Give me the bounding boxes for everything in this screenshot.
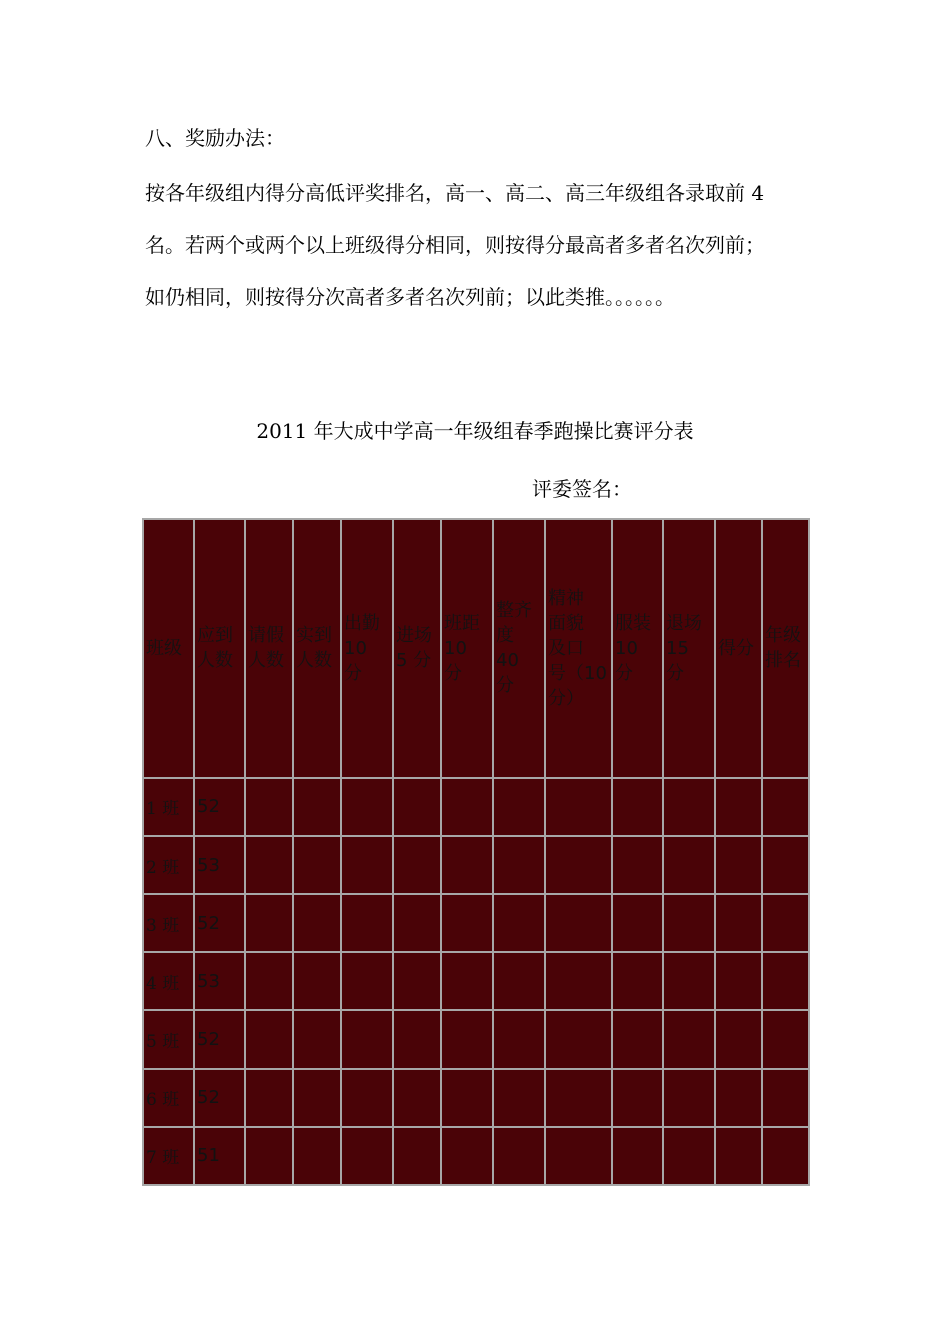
- empty-score-cell: [545, 1069, 612, 1127]
- header-cell-line: 15: [666, 637, 689, 659]
- empty-score-cell: [441, 836, 493, 894]
- table-title: 2011 年大成中学高一年级组春季跑操比赛评分表: [256, 419, 694, 443]
- expected-count-cell: 52: [194, 894, 245, 952]
- header-cell-line: 10: [444, 637, 467, 659]
- empty-score-cell: [393, 1010, 441, 1068]
- header-cell-line: 实到: [296, 625, 332, 647]
- empty-score-cell: [762, 1127, 809, 1185]
- empty-score-cell: [293, 778, 341, 836]
- header-cell-line: 10: [615, 637, 638, 659]
- expected-count-cell: 52: [194, 1069, 245, 1127]
- score-table: [142, 518, 810, 1186]
- empty-score-cell: [663, 836, 715, 894]
- table-row: [143, 952, 809, 1010]
- empty-score-cell: [245, 778, 293, 836]
- header-cell: [493, 519, 545, 778]
- class-name-cell: 6 班: [143, 1069, 194, 1127]
- header-cell: [143, 519, 194, 778]
- header-cell-line: 出勤: [344, 612, 380, 634]
- empty-score-cell: [341, 894, 393, 952]
- empty-score-cell: [663, 1127, 715, 1185]
- header-cell-line: 年级: [765, 625, 801, 647]
- header-cell-line: 班距: [444, 612, 480, 634]
- header-cell-line: 班级: [146, 637, 182, 659]
- header-cell-line: 进场: [396, 625, 432, 647]
- empty-score-cell: [245, 952, 293, 1010]
- empty-score-cell: [441, 1127, 493, 1185]
- header-cell-line: 得分: [718, 637, 754, 659]
- empty-score-cell: [393, 1127, 441, 1185]
- header-cell-line: 面貌: [548, 612, 584, 634]
- empty-score-cell: [393, 952, 441, 1010]
- empty-score-cell: [393, 836, 441, 894]
- expected-count-cell: 52: [194, 1010, 245, 1068]
- empty-score-cell: [612, 778, 663, 836]
- empty-score-cell: [493, 1069, 545, 1127]
- header-cell-line: 分）: [548, 687, 584, 709]
- empty-score-cell: [762, 952, 809, 1010]
- empty-score-cell: [663, 952, 715, 1010]
- empty-score-cell: [762, 894, 809, 952]
- header-cell-line: 人数: [197, 650, 233, 672]
- empty-score-cell: [612, 836, 663, 894]
- empty-score-cell: [715, 952, 762, 1010]
- header-cell-line: 分: [666, 662, 684, 684]
- class-name-cell: 2 班: [143, 836, 194, 894]
- empty-score-cell: [612, 1069, 663, 1127]
- table-row: [143, 778, 809, 836]
- header-cell-line: 分: [615, 662, 633, 684]
- empty-score-cell: [293, 894, 341, 952]
- empty-score-cell: [762, 1069, 809, 1127]
- empty-score-cell: [293, 836, 341, 894]
- header-cell-line: 排名: [765, 650, 801, 672]
- empty-score-cell: [762, 836, 809, 894]
- header-cell: [293, 519, 341, 778]
- expected-count-cell: 51: [194, 1127, 245, 1185]
- header-cell-line: 退场: [666, 612, 702, 634]
- empty-score-cell: [341, 1069, 393, 1127]
- header-cell: [612, 519, 663, 778]
- empty-score-cell: [715, 1010, 762, 1068]
- empty-score-cell: [612, 1127, 663, 1185]
- empty-score-cell: [293, 1069, 341, 1127]
- header-cell-line: 号（10: [548, 662, 607, 684]
- header-cell-line: 分: [496, 675, 514, 697]
- empty-score-cell: [493, 894, 545, 952]
- header-cell: [441, 519, 493, 778]
- header-cell-line: 度: [496, 625, 514, 647]
- class-name-cell: 4 班: [143, 952, 194, 1010]
- header-cell-line: 精神: [548, 587, 584, 609]
- header-cell-line: 分: [344, 662, 362, 684]
- empty-score-cell: [663, 778, 715, 836]
- header-cell-line: 及口: [548, 637, 584, 659]
- header-cell: [715, 519, 762, 778]
- empty-score-cell: [715, 1127, 762, 1185]
- award-rule-line-2: 名。若两个或两个以上班级得分相同，则按得分最高者多者名次列前；: [145, 233, 765, 257]
- empty-score-cell: [393, 1069, 441, 1127]
- header-cell-line: 人数: [296, 650, 332, 672]
- empty-score-cell: [545, 894, 612, 952]
- empty-score-cell: [612, 952, 663, 1010]
- empty-score-cell: [245, 1010, 293, 1068]
- award-rule-line-3: 如仍相同，则按得分次高者多者名次列前；以此类推。。。。。。: [145, 285, 675, 309]
- header-cell-line: 40: [496, 650, 519, 672]
- empty-score-cell: [245, 836, 293, 894]
- empty-score-cell: [545, 1010, 612, 1068]
- empty-score-cell: [663, 1069, 715, 1127]
- empty-score-cell: [545, 836, 612, 894]
- empty-score-cell: [341, 952, 393, 1010]
- header-cell: [194, 519, 245, 778]
- empty-score-cell: [715, 894, 762, 952]
- expected-count-cell: 53: [194, 836, 245, 894]
- header-cell-line: 服装: [615, 612, 651, 634]
- table-row: [143, 1069, 809, 1127]
- section-heading: 八、奖励办法：: [145, 126, 285, 150]
- judge-signature-label: 评委签名：: [532, 477, 632, 501]
- header-cell: [245, 519, 293, 778]
- empty-score-cell: [762, 778, 809, 836]
- header-cell: [393, 519, 441, 778]
- empty-score-cell: [293, 1127, 341, 1185]
- empty-score-cell: [441, 778, 493, 836]
- header-cell-line: 人数: [248, 650, 284, 672]
- empty-score-cell: [493, 1010, 545, 1068]
- empty-score-cell: [441, 952, 493, 1010]
- class-name-cell: 7 班: [143, 1127, 194, 1185]
- empty-score-cell: [612, 894, 663, 952]
- table-row: [143, 894, 809, 952]
- empty-score-cell: [612, 1010, 663, 1068]
- class-name-cell: 1 班: [143, 778, 194, 836]
- empty-score-cell: [341, 778, 393, 836]
- class-name-cell: 3 班: [143, 894, 194, 952]
- header-cell-line: 5 分: [396, 650, 432, 672]
- header-cell: [663, 519, 715, 778]
- table-row: [143, 1010, 809, 1068]
- empty-score-cell: [715, 836, 762, 894]
- empty-score-cell: [245, 1069, 293, 1127]
- empty-score-cell: [341, 1127, 393, 1185]
- header-cell-line: 整齐: [496, 600, 532, 622]
- empty-score-cell: [715, 778, 762, 836]
- empty-score-cell: [441, 894, 493, 952]
- empty-score-cell: [663, 1010, 715, 1068]
- empty-score-cell: [493, 1127, 545, 1185]
- empty-score-cell: [393, 894, 441, 952]
- empty-score-cell: [493, 778, 545, 836]
- empty-score-cell: [341, 836, 393, 894]
- table-row: [143, 836, 809, 894]
- empty-score-cell: [293, 952, 341, 1010]
- empty-score-cell: [245, 894, 293, 952]
- award-rule-line-1: 按各年级组内得分高低评奖排名，高一、高二、高三年级组各录取前 4: [145, 181, 765, 205]
- empty-score-cell: [715, 1069, 762, 1127]
- header-cell-line: 请假: [248, 625, 284, 647]
- empty-score-cell: [545, 778, 612, 836]
- expected-count-cell: 52: [194, 778, 245, 836]
- empty-score-cell: [293, 1010, 341, 1068]
- expected-count-cell: 53: [194, 952, 245, 1010]
- header-cell-line: 10: [344, 637, 367, 659]
- header-cell: [762, 519, 809, 778]
- empty-score-cell: [545, 1127, 612, 1185]
- empty-score-cell: [545, 952, 612, 1010]
- table-row: [143, 1127, 809, 1185]
- empty-score-cell: [762, 1010, 809, 1068]
- empty-score-cell: [663, 894, 715, 952]
- header-cell: [341, 519, 393, 778]
- header-cell-line: 应到: [197, 625, 233, 647]
- table-header-row: [143, 519, 809, 778]
- empty-score-cell: [441, 1069, 493, 1127]
- empty-score-cell: [441, 1010, 493, 1068]
- header-cell-line: 分: [444, 662, 462, 684]
- empty-score-cell: [341, 1010, 393, 1068]
- empty-score-cell: [493, 836, 545, 894]
- empty-score-cell: [493, 952, 545, 1010]
- class-name-cell: 5 班: [143, 1010, 194, 1068]
- header-cell: [545, 519, 612, 778]
- empty-score-cell: [393, 778, 441, 836]
- empty-score-cell: [245, 1127, 293, 1185]
